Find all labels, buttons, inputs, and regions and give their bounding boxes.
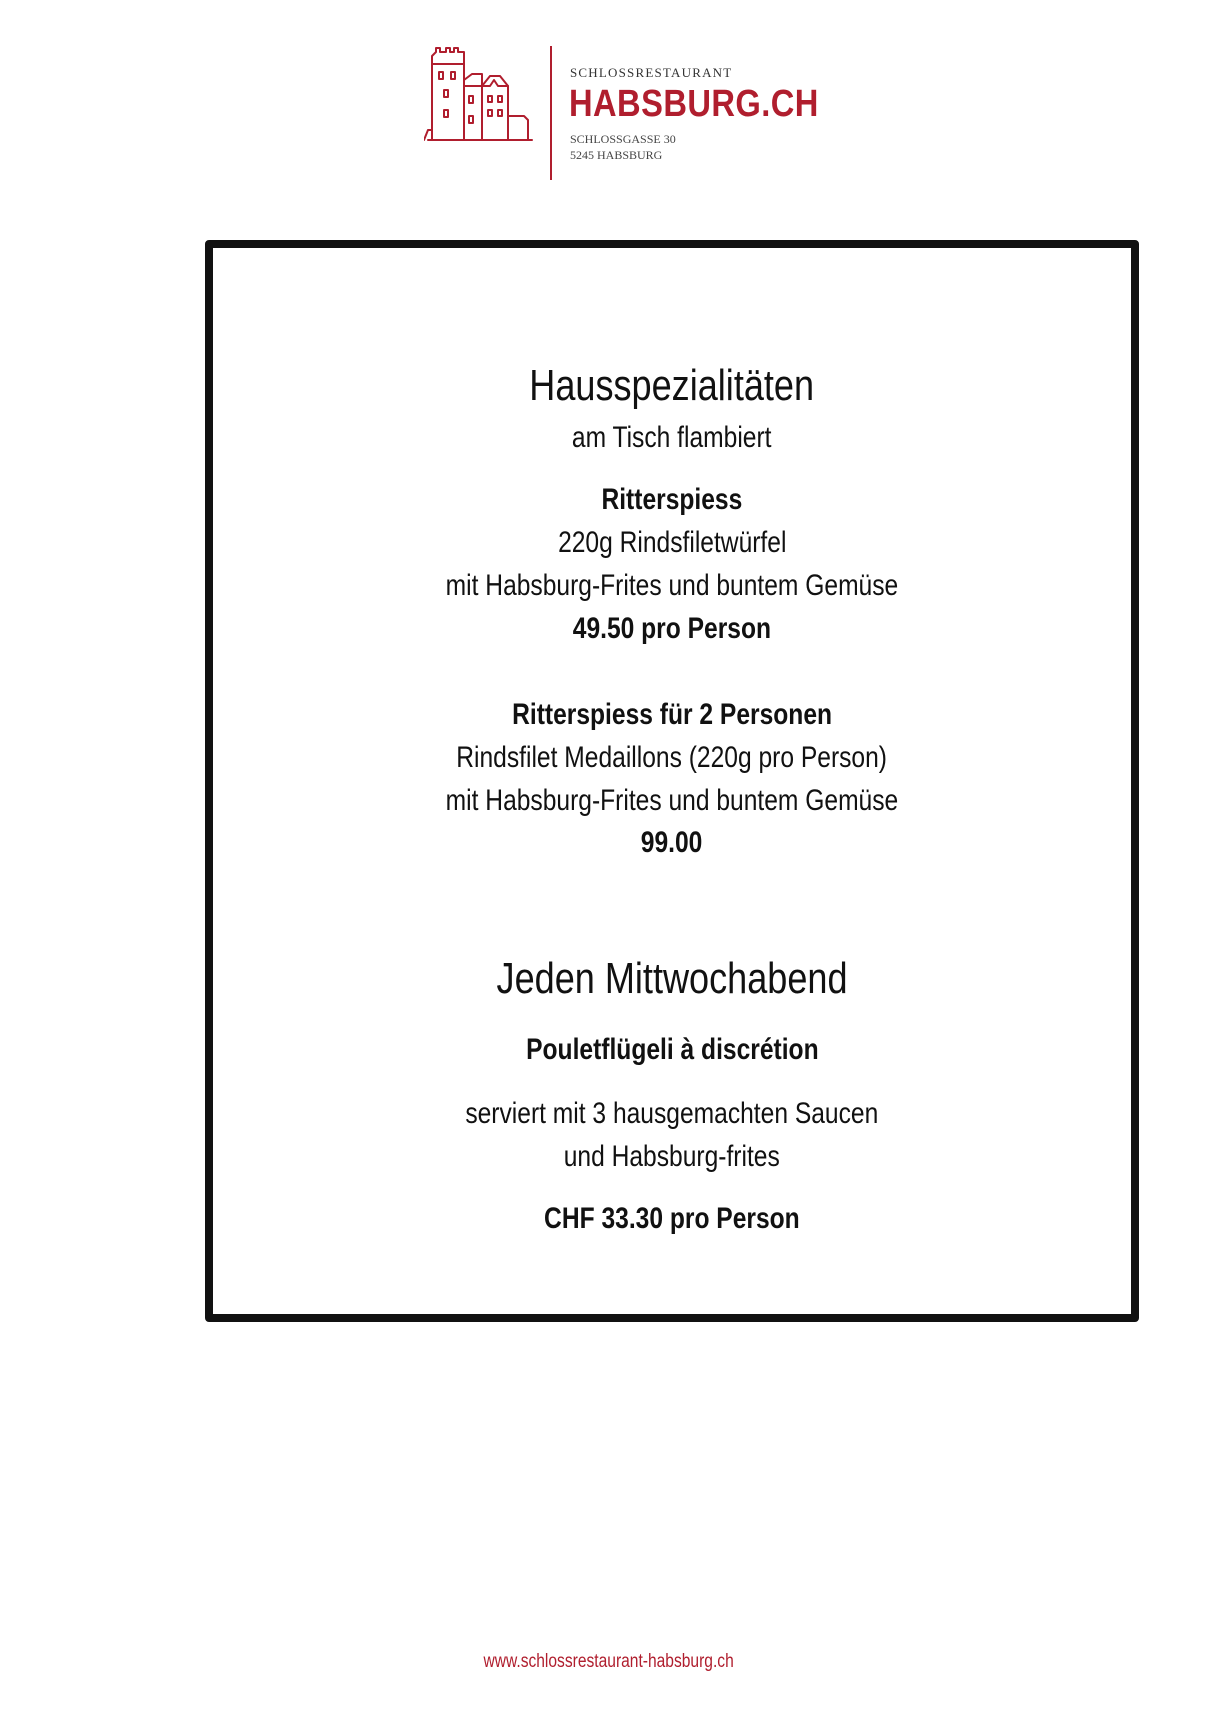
wednesday-title: Jeden Mittwochabend [496, 954, 848, 1003]
menu-item-description: Rindsfilet Medaillons (220g pro Person) [456, 741, 888, 774]
menu-item-description: 220g Rindsfiletwürfel [557, 526, 787, 559]
menu-item-description: mit Habsburg-Frites und buntem Gemüse [445, 569, 899, 602]
specialties-subtitle: am Tisch flambiert [572, 421, 772, 454]
logo-kicker: SCHLOSSRESTAURANT [570, 65, 733, 80]
wednesday-price: CHF 33.30 pro Person [544, 1202, 800, 1235]
menu-item-name: Ritterspiess für 2 Personen [512, 698, 832, 731]
menu-item-description: mit Habsburg-Frites und buntem Gemüse [445, 784, 899, 817]
address-city: 5245 HABSBURG [570, 148, 663, 162]
wednesday-description: und Habsburg-frites [563, 1140, 781, 1173]
menu-item-price: 99.00 [641, 826, 703, 859]
menu-frame [205, 240, 1139, 1322]
castle-icon [424, 46, 544, 142]
specialties-title: Hausspezialitäten [529, 361, 815, 410]
wednesday-dish: Pouletflügeli à discrétion [525, 1033, 819, 1066]
address-street: SCHLOSSGASSE 30 [570, 132, 676, 146]
menu-item-name: Ritterspiess [601, 483, 743, 516]
website-link[interactable]: www.schlossrestaurant-habsburg.ch [483, 1651, 735, 1672]
logo-address [570, 131, 676, 163]
menu-content [213, 248, 1131, 1314]
menu-item-price: 49.50 pro Person [572, 612, 772, 645]
logo-name: HABSBURG.CH [569, 83, 819, 125]
logo-divider [550, 46, 552, 180]
wednesday-description: serviert mit 3 hausgemachten Saucen [465, 1097, 879, 1130]
restaurant-logo [420, 44, 820, 184]
